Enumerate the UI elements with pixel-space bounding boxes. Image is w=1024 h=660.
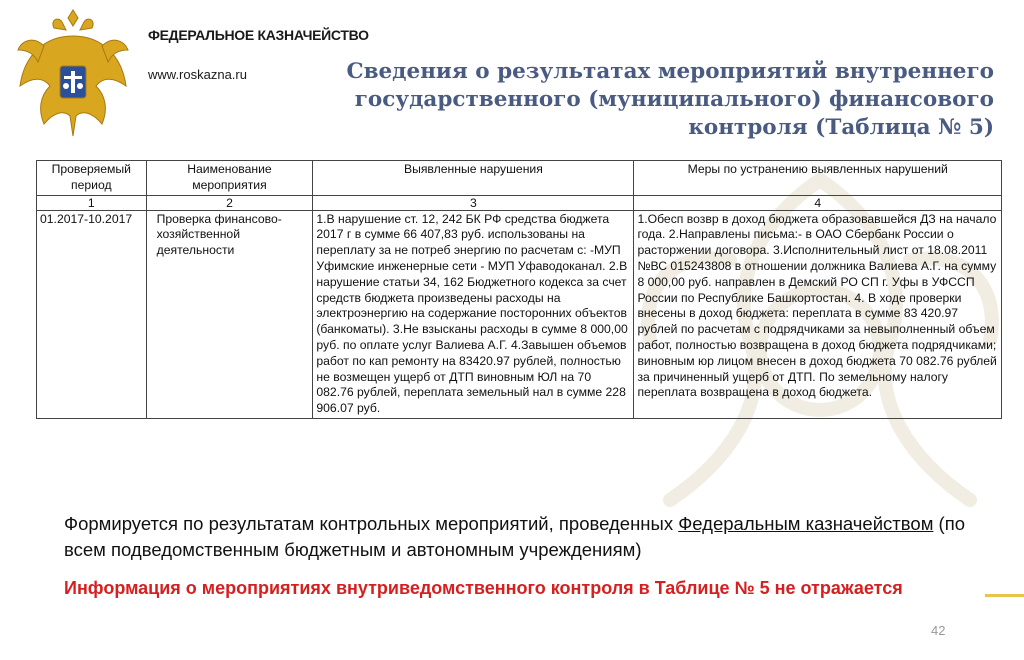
warning-text: Информация о мероприятиях внутриведомственного контроля в Таблице № 5 не отражается — [64, 578, 903, 598]
org-name: ФЕДЕРАЛЬНОЕ КАЗНАЧЕЙСТВО — [148, 27, 369, 43]
column-number: 1 — [37, 195, 147, 210]
summary-part1: Формируется по результатам контрольных мероприятий, проведенных — [64, 513, 679, 534]
summary-text — [64, 511, 1004, 563]
accent-line — [985, 594, 1024, 597]
header-measures: Меры по устранению выявленных нарушений — [634, 161, 1002, 196]
results-table — [36, 160, 1002, 419]
summary-part2: (по всем подведомственным бюджетным и автономным учреждениям) — [64, 513, 966, 560]
column-number-row — [37, 195, 1002, 210]
page-number: 42 — [931, 623, 946, 638]
table-header-row — [37, 161, 1002, 196]
header-event: Наименование мероприятия — [146, 161, 313, 196]
column-number: 3 — [313, 195, 634, 210]
header-violations: Выявленные нарушения — [313, 161, 634, 196]
cell-period: 01.2017-10.2017 — [37, 210, 147, 418]
slide-title: Сведения о результатах мероприятий внутреннего государственного (муниципального) финансового контроля (Таблица № 5) — [346, 59, 994, 140]
cell-measures: 1.Обесп возвр в доход бюджета образовавшейся ДЗ на начало года. 2.Направлены письма:- в ОАО Сбербанк России о расторжении договора. 3.Исполнительный лист от 18.08.2011 №ВС 015243808 в отношении должника Валиева А.Г. на сумму 8 000,00 руб. направлен в Демский РО СП г. Уфы в УФССП России по Республике Башкортостан. 4. В ходе проверки внесены в доход бюджета: переплата в сумме 83 420.97 рублей по расчетам с подрядчиками за невыполненный объем работ, полностью возвращена в доход бюджета подрядчиками; виновным юр лицом внесен в доход бюджета 70 082.76 рублей за причиненный ущерб от ДТП. По земельному налогу переплата возвращена в доход бюджета. — [634, 210, 1002, 418]
column-number: 4 — [634, 195, 1002, 210]
treasury-link[interactable]: Федеральным казначейством — [678, 513, 934, 534]
table-row — [37, 210, 1002, 418]
header-period: Проверяемый период — [37, 161, 147, 196]
double-headed-eagle-logo — [14, 6, 132, 146]
org-url[interactable]: www.roskazna.ru — [148, 67, 247, 82]
cell-event: Проверка финансово-хозяйственной деятельности — [146, 210, 313, 418]
cell-violations: 1.В нарушение ст. 12, 242 БК РФ средства бюджета 2017 г в сумме 66 407,83 руб. использованы на переплату за не потреб энергию по расчетам с: -МУП Уфимские инженерные сети - МУП Уфаводоканал. 2.В нарушение статьи 34, 162 Бюджетного кодекса за счет средств бюджета произведены расходы на электроэнергию на содержание посторонних объектов (банкоматы). 3.Не взысканы расходы в сумме 8 000,00 руб. по оплате услуг Валиева А.Г. 4.Завышен объемов работ по кап ремонту на 83420.97 рублей, полностью не возмещен ущерб от ДТП виновным ЮЛ на 70 082.76 рублей, переплата земельный нал в сумме 228 906.07 руб. — [313, 210, 634, 418]
column-number: 2 — [146, 195, 313, 210]
